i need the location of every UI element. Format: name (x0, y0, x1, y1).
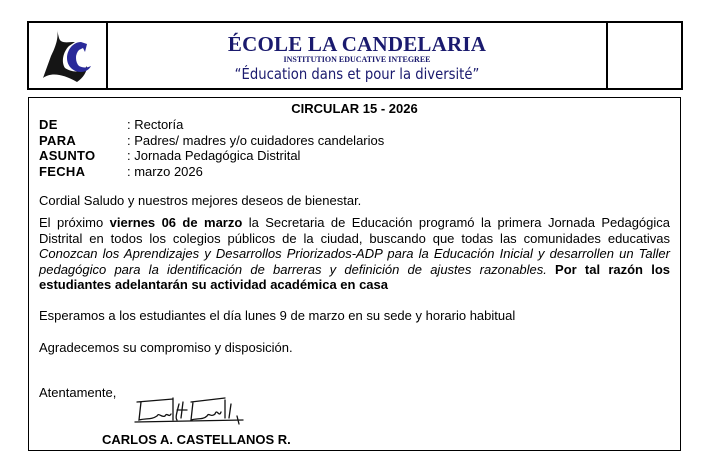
circular-body (28, 97, 681, 451)
school-title-cell (108, 23, 608, 88)
meta-value: : Padres/ madres y/o cuidadores candelarios (127, 132, 385, 148)
main-paragraph (39, 215, 670, 293)
letterhead (27, 21, 683, 90)
handwritten-signature-icon (133, 394, 245, 426)
bold-conclusion: Por tal razón los estudiantes adelantarán su actividad académica en casa (39, 261, 670, 292)
meta-row-para (39, 133, 384, 149)
return-paragraph: Esperamos a los estudiantes el día lunes 9 de marzo en su sede y horario habitual (39, 308, 516, 323)
meta-row-de (39, 117, 384, 133)
signer-name: CARLOS A. CASTELLANOS R. (102, 432, 291, 447)
italic-objective: Conozcan los Aprendizajes y Desarrollos Priorizados-ADP para la Educación Inicial y desarrollen un Taller pedagógico para la identificación de barreras y definición de ajustes razonables. (39, 246, 670, 277)
school-crest-icon (37, 26, 97, 86)
meta-value: : Jornada Pedagógica Distrital (127, 148, 301, 163)
meta-row-asunto (39, 148, 384, 164)
text-run: la Secretaria de Educación programó la primera Jornada Pedagógica Distrital en todos los colegios públicos de la ciudad, buscando que todas las comunidades educativas (39, 215, 670, 246)
circular-meta (39, 117, 384, 179)
school-name: ÉCOLE LA CANDELARIA (227, 32, 487, 56)
meta-value: : marzo 2026 (127, 163, 203, 179)
meta-key: ASUNTO (39, 148, 96, 163)
greeting: Cordial Saludo y nuestros mejores deseos de bienestar. (39, 193, 362, 208)
meta-key: PARA (39, 132, 77, 148)
closing: Atentamente, (39, 385, 117, 400)
school-subtitle: INSTITUTION EDUCATIVE INTEGREE (283, 55, 431, 64)
text-run: El próximo (39, 215, 110, 230)
logo-cell (29, 23, 108, 88)
meta-key: DE (39, 117, 58, 132)
blank-cell (608, 23, 681, 88)
circular-title: CIRCULAR 15 - 2026 (291, 101, 418, 116)
meta-row-fecha (39, 164, 384, 180)
school-motto: “Éducation dans et pour la diversité” (234, 65, 480, 83)
meta-key: FECHA (39, 163, 86, 179)
meta-value: : Rectoría (127, 117, 184, 132)
thanks-paragraph: Agradecemos su compromiso y disposición. (39, 340, 293, 355)
bold-date: viernes 06 de marzo (109, 215, 243, 230)
text-run (547, 262, 555, 277)
